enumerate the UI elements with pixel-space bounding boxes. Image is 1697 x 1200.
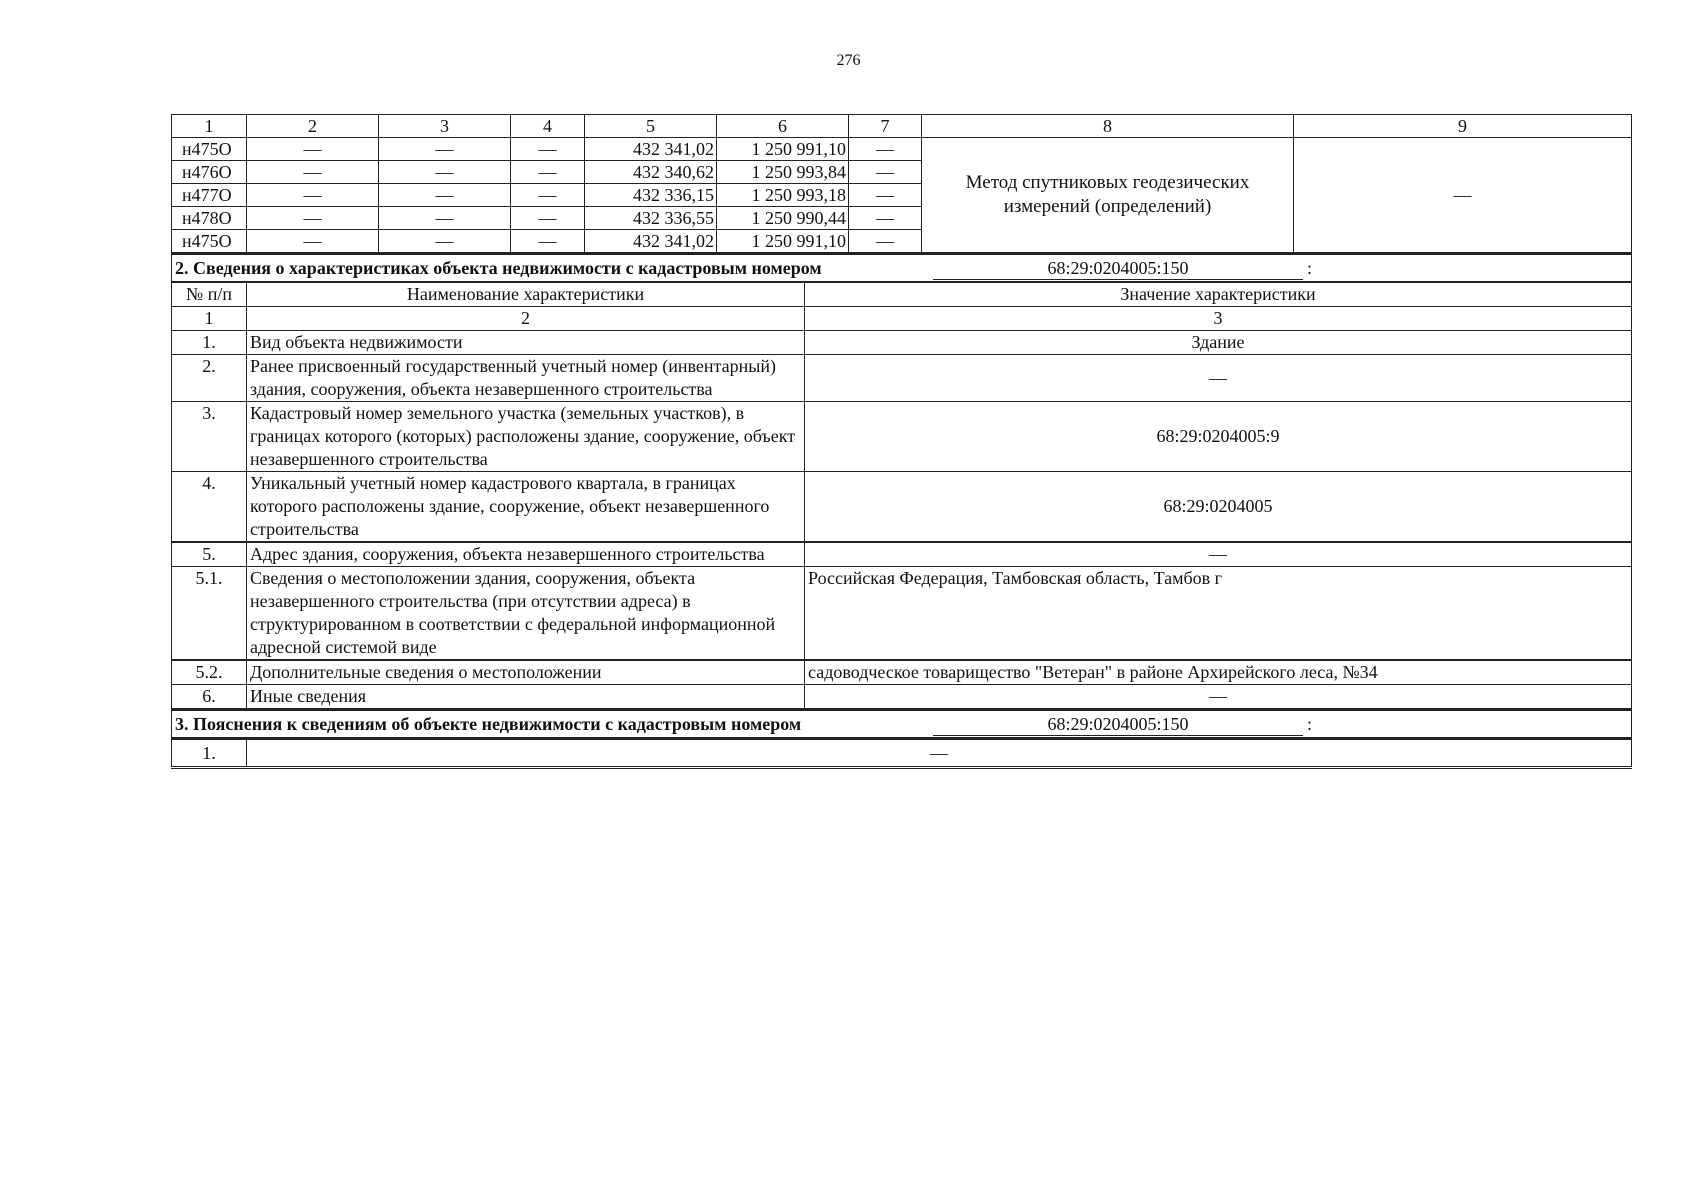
table-row — [172, 402, 1632, 472]
coord-x: 432 336,55 — [585, 207, 717, 230]
table-row — [172, 660, 1632, 685]
characteristic-name: Сведения о местоположении здания, сооружения, объекта незавершенного строительства (при отсутствии адреса) в структурированном в соответствии с федеральной информационной адресной системой виде — [247, 567, 805, 661]
coord-y: 1 250 993,18 — [717, 184, 849, 207]
characteristic-name: Иные сведения — [247, 685, 805, 709]
coord-y: 1 250 991,10 — [717, 138, 849, 161]
column-numbers-row — [172, 307, 1632, 331]
col-header: 5 — [585, 115, 717, 138]
cell: — — [247, 184, 379, 207]
coord-x: 432 341,02 — [585, 230, 717, 253]
cell: — — [849, 184, 922, 207]
cell: — — [849, 161, 922, 184]
cadastral-number: 68:29:0204005:150 — [933, 713, 1303, 736]
cell: — — [511, 138, 585, 161]
page-number: 276 — [836, 52, 861, 69]
col-header: 9 — [1294, 115, 1632, 138]
section-3-heading-row — [172, 710, 1632, 738]
characteristic-value: Российская Федерация, Тамбовская область, Тамбов г — [805, 567, 1632, 661]
cell: — — [379, 184, 511, 207]
section-2-heading — [172, 254, 1632, 282]
cell: — — [511, 161, 585, 184]
col-number: 3 — [805, 307, 1632, 331]
table-row — [172, 739, 1632, 768]
coord-y: 1 250 993,84 — [717, 161, 849, 184]
coord-x: 432 336,15 — [585, 184, 717, 207]
characteristic-name: Вид объекта недвижимости — [247, 331, 805, 355]
coordinates-header-row — [172, 115, 1632, 138]
cell: — — [849, 207, 922, 230]
section-3-heading — [172, 710, 1632, 738]
accuracy-cell: — — [1294, 138, 1632, 253]
row-number: 1. — [172, 739, 247, 768]
cell: — — [379, 207, 511, 230]
characteristic-name: Кадастровый номер земельного участка (земельных участков), в границах которого (которых) расположены здание, сооружение, объект незавершенного строительства — [247, 402, 805, 472]
characteristic-name: Адрес здания, сооружения, объекта незавершенного строительства — [247, 542, 805, 567]
table-row — [172, 472, 1632, 543]
cell: — — [247, 230, 379, 253]
row-number: 6. — [172, 685, 247, 709]
document-sheet — [171, 114, 1631, 769]
cell: — — [849, 230, 922, 253]
cell: — — [379, 230, 511, 253]
cell: — — [247, 138, 379, 161]
cell: — — [379, 138, 511, 161]
coord-y: 1 250 991,10 — [717, 230, 849, 253]
table-row — [172, 567, 1632, 661]
coordinates-table — [171, 114, 1632, 253]
characteristic-name: Дополнительные сведения о местоположении — [247, 660, 805, 685]
cadastral-number: 68:29:0204005:150 — [933, 257, 1303, 280]
table-row — [172, 138, 1632, 161]
col-header: 3 — [379, 115, 511, 138]
row-number: 5.1. — [172, 567, 247, 661]
cell: — — [247, 161, 379, 184]
cell: — — [511, 184, 585, 207]
col-header: 6 — [717, 115, 849, 138]
section-title: 3. Пояснения к сведениям об объекте недвижимости с кадастровым номером — [175, 714, 802, 734]
characteristic-value: — — [805, 355, 1632, 402]
table-row — [172, 331, 1632, 355]
point-id: н476О — [172, 161, 247, 184]
col-header: 4 — [511, 115, 585, 138]
cell: — — [511, 230, 585, 253]
cell: — — [511, 207, 585, 230]
coord-x: 432 341,02 — [585, 138, 717, 161]
col-header: 8 — [922, 115, 1294, 138]
section-2-heading-row — [172, 254, 1632, 282]
characteristic-name: Уникальный учетный номер кадастрового квартала, в границах которого расположены здание, сооружение, объект незавершенного строительства — [247, 472, 805, 543]
header-name: Наименование характеристики — [247, 282, 805, 307]
characteristic-value: — — [805, 542, 1632, 567]
table-row — [172, 685, 1632, 709]
colon: : — [1307, 714, 1313, 734]
explanations-table — [171, 738, 1632, 769]
header-value: Значение характеристики — [805, 282, 1632, 307]
row-number: 1. — [172, 331, 247, 355]
characteristic-value: Здание — [805, 331, 1632, 355]
explanation-text: — — [247, 739, 1632, 768]
point-id: н478О — [172, 207, 247, 230]
characteristic-name: Ранее присвоенный государственный учетный номер (инвентарный) здания, сооружения, объекта незавершенного строительства — [247, 355, 805, 402]
explanations-heading-table — [171, 709, 1632, 738]
col-header: 1 — [172, 115, 247, 138]
table-row — [172, 355, 1632, 402]
row-number: 4. — [172, 472, 247, 543]
row-number: 2. — [172, 355, 247, 402]
point-id: н475О — [172, 138, 247, 161]
cell: — — [379, 161, 511, 184]
coord-x: 432 340,62 — [585, 161, 717, 184]
col-number: 1 — [172, 307, 247, 331]
col-header: 7 — [849, 115, 922, 138]
characteristic-value: — — [805, 685, 1632, 709]
characteristic-value: садоводческое товарищество "Ветеран" в районе Архирейского леса, №34 — [805, 660, 1632, 685]
characteristics-header-row — [172, 282, 1632, 307]
characteristics-table — [171, 253, 1632, 709]
col-number: 2 — [247, 307, 805, 331]
header-no: № п/п — [172, 282, 247, 307]
point-id: н477О — [172, 184, 247, 207]
row-number: 5.2. — [172, 660, 247, 685]
section-title: 2. Сведения о характеристиках объекта недвижимости с кадастровым номером — [175, 258, 822, 278]
characteristic-value: 68:29:0204005 — [805, 472, 1632, 543]
colon: : — [1307, 258, 1313, 278]
table-row — [172, 542, 1632, 567]
row-number: 3. — [172, 402, 247, 472]
cell: — — [849, 138, 922, 161]
point-id: н475О — [172, 230, 247, 253]
col-header: 2 — [247, 115, 379, 138]
characteristic-value: 68:29:0204005:9 — [805, 402, 1632, 472]
method-cell: Метод спутниковых геодезических измерений (определений) — [922, 138, 1294, 253]
cell: — — [247, 207, 379, 230]
coord-y: 1 250 990,44 — [717, 207, 849, 230]
row-number: 5. — [172, 542, 247, 567]
